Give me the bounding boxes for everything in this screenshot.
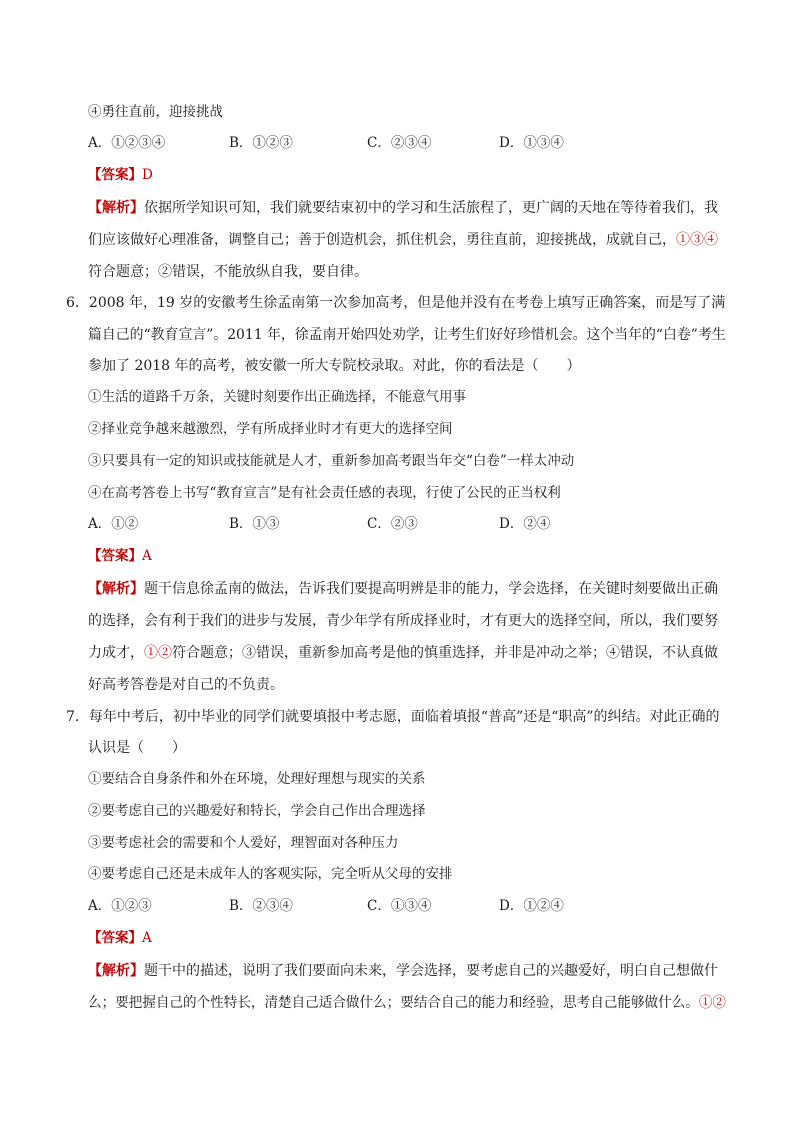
q6-analysis-line-2: 的选择，会有利于我们的进步与发展，青少年学有所成择业时，才有更大的选择空间，所以，我们要努 — [88, 613, 718, 629]
q6-option-b: B．①③ — [229, 516, 280, 532]
q6-analysis-line-4: 好高考答卷是对自己的不负责。 — [88, 677, 284, 693]
highlight-choice: ①③④ — [676, 232, 718, 248]
q5-options — [88, 134, 688, 152]
q7-item-2: ②要考虑自己的兴趣爱好和特长，学会自己作出合理选择 — [88, 803, 426, 819]
answer-label: 【答案】 — [88, 548, 142, 564]
answer-label: 【答案】 — [88, 167, 142, 183]
answer-label: 【答案】 — [88, 930, 142, 946]
q6-item-4: ④在高考答卷上书写“教育宣言”是有社会责任感的表现，行使了公民的正当权利 — [88, 485, 561, 501]
q5-analysis-line-2: 们应该做好心理准备，调整自己；善于创造机会，抓住机会，勇往直前，迎接挑战，成就自己，①③④ — [88, 232, 718, 248]
q7-answer — [88, 929, 152, 947]
highlight-choice: ①② — [144, 645, 172, 661]
q7-item-4: ④要考虑自己还是未成年人的客观实际，完全听从父母的安排 — [88, 866, 453, 882]
q5-option-a: A．①②③④ — [88, 135, 166, 151]
q7-option-d: D．①②④ — [499, 898, 564, 914]
answer-value: A — [142, 930, 152, 946]
q6-item-3: ③只要具有一定的知识或技能就是人才，重新参加高考跟当年交“白卷”一样太冲动 — [88, 453, 575, 469]
q5-option-b: B．①②③ — [229, 135, 293, 151]
analysis-label: 【解析】 — [88, 581, 144, 597]
analysis-label: 【解析】 — [88, 963, 144, 979]
q6-analysis-line-3: 力成才，①②符合题意；③错误，重新参加高考是他的慎重选择，并非是冲动之举；④错误，不认真做 — [88, 645, 718, 661]
q7-option-b: B．②③④ — [229, 898, 293, 914]
answer-value: D — [142, 167, 153, 183]
q6-item-2: ②择业竞争越来越激烈，学有所成择业时才有更大的选择空间 — [88, 421, 453, 437]
q6-stem-line-1: 6．2008 年，19 岁的安徽考生徐孟南第一次参加高考，但是他并没有在考卷上填写正确答案，而是写了满 — [66, 295, 726, 311]
q7-stem-line-1: 7．每年中考后，初中毕业的同学们就要填报中考志愿，面临着填报“普高”还是“职高”的纠结。对此正确的 — [66, 709, 720, 725]
answer-value: A — [142, 548, 152, 564]
q7-analysis-line-1: 【解析】题干中的描述，说明了我们要面向未来，学会选择，要考虑自己的兴趣爱好，明白自己想做什 — [88, 963, 718, 979]
q6-analysis-line-1: 【解析】题干信息徐孟南的做法，告诉我们要提高明辨是非的能力，学会选择，在关键时刻要做出正确 — [88, 581, 718, 597]
q6-option-c: C．②③ — [367, 516, 418, 532]
q5-item-4: ④勇往直前，迎接挑战 — [88, 104, 223, 120]
analysis-label: 【解析】 — [88, 200, 144, 216]
q7-options — [88, 897, 688, 915]
q6-answer — [88, 547, 152, 565]
q7-option-c: C．①③④ — [367, 898, 432, 914]
q7-analysis-line-2: 么；要把握自己的个性特长，清楚自己适合做什么；要结合自己的能力和经验，思考自己能够做什么。①② — [88, 995, 726, 1011]
q6-stem-line-2: 篇自己的“教育宣言”。2011 年，徐孟南开始四处劝学，让考生们好好珍惜机会。这个当年的“白卷”考生 — [88, 327, 726, 343]
q6-options — [88, 515, 688, 533]
q6-option-d: D．②④ — [499, 516, 551, 532]
q7-option-a: A．①②③ — [88, 898, 152, 914]
q5-answer — [88, 166, 153, 184]
q7-item-3: ③要考虑社会的需要和个人爱好，理智面对各种压力 — [88, 835, 399, 851]
q6-item-1: ①生活的道路千万条，关键时刻要作出正确选择，不能意气用事 — [88, 389, 466, 405]
q5-option-d: D．①③④ — [499, 135, 564, 151]
q7-stem-line-2: 认识是（ ） — [88, 740, 186, 756]
highlight-choice: ①② — [698, 995, 726, 1011]
q5-analysis-line-3: 符合题意；②错误，不能放纵自我，要自律。 — [88, 264, 368, 280]
q7-item-1: ①要结合自身条件和外在环境，处理好理想与现实的关系 — [88, 771, 426, 787]
q5-option-c: C．②③④ — [367, 135, 432, 151]
q6-option-a: A．①② — [88, 516, 139, 532]
q5-analysis-line-1: 【解析】依据所学知识可知，我们就要结束初中的学习和生活旅程了，更广阔的天地在等待着我们，我 — [88, 200, 718, 216]
q6-stem-line-3: 参加了 2018 年的高考，被安徽一所大专院校录取。对此，你的看法是（ ） — [88, 358, 581, 374]
